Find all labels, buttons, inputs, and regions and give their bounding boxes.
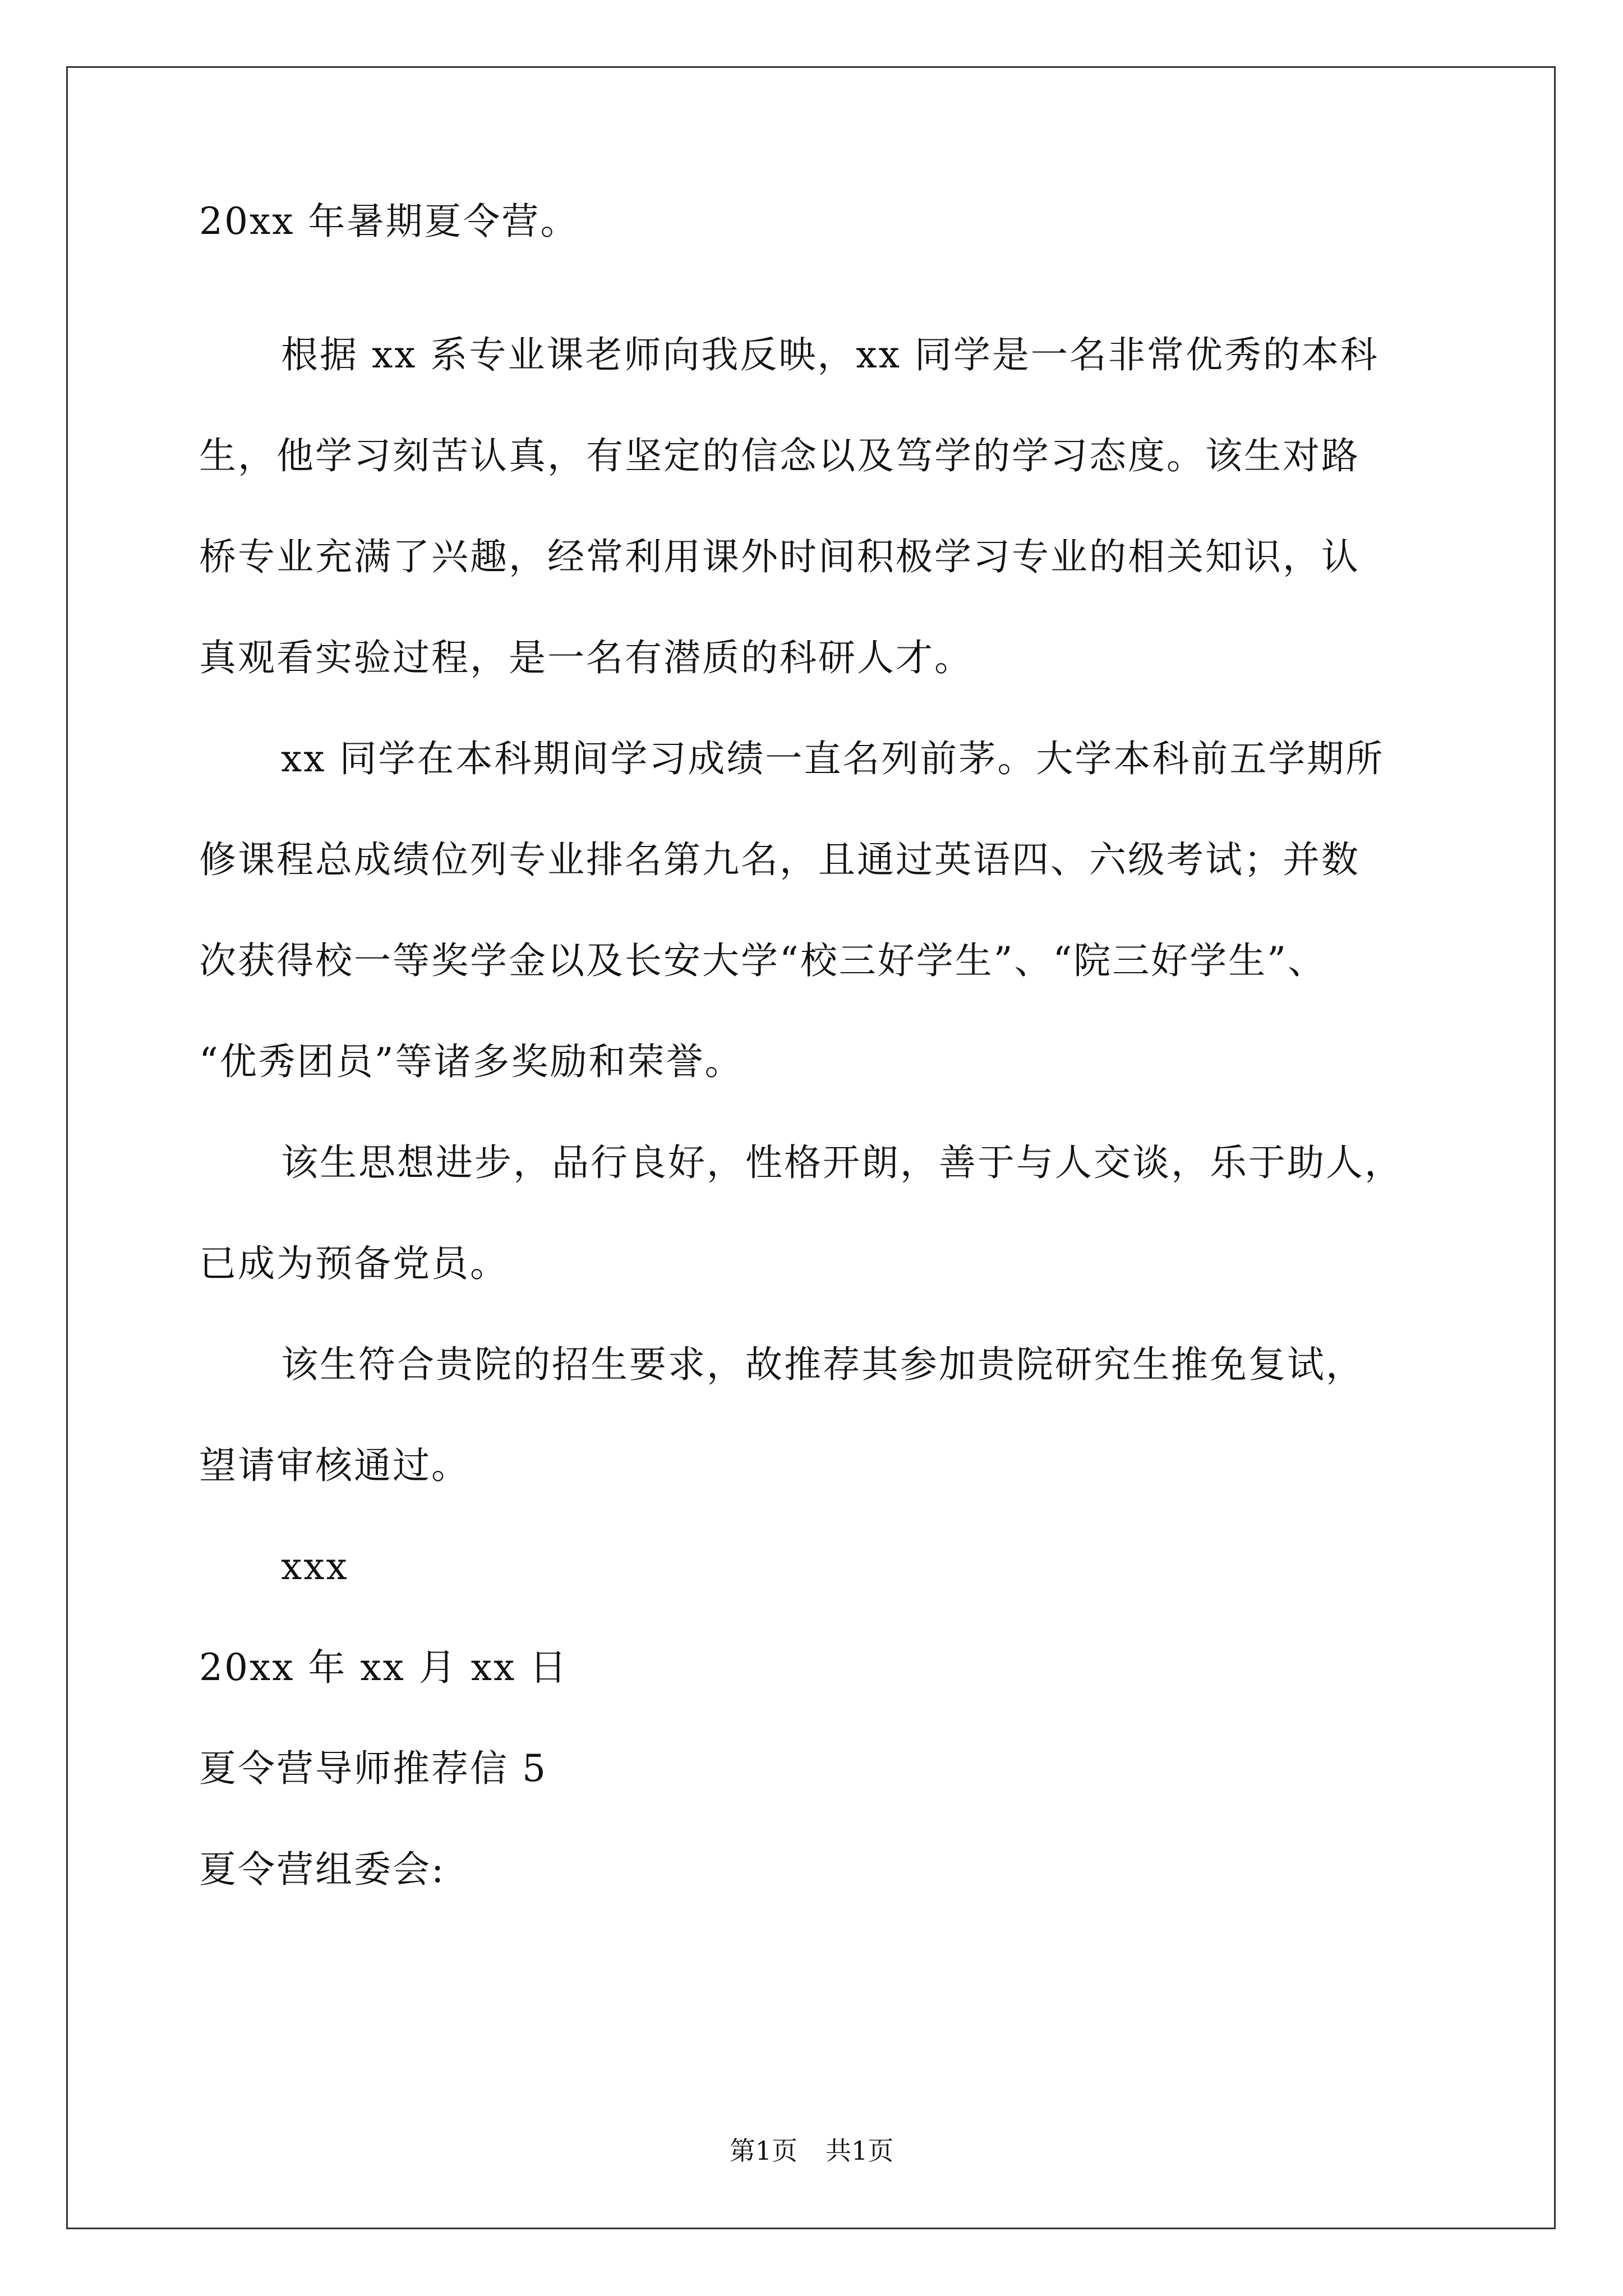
text-line: 该生思想进步，品行良好，性格开朗，善于与人交谈，乐于助人， — [281, 1141, 1403, 1184]
page-number: 第1页 — [729, 2136, 797, 2166]
text-line: “优秀团员”等诸多奖励和荣誉。 — [199, 1040, 744, 1083]
text-line: 该生符合贵院的招生要求，故推荐其参加贵院研究生推免复试， — [281, 1343, 1364, 1386]
text-line: 20xx 年暑期夏令营。 — [199, 200, 579, 243]
section-heading: 夏令营导师推荐信 5 — [199, 1747, 547, 1790]
text-line: 望请审核通过。 — [199, 1444, 470, 1487]
page-footer — [0, 2135, 1623, 2166]
text-line: 真观看实验过程，是一名有潜质的科研人才。 — [199, 636, 973, 679]
salutation: 夏令营组委会: — [199, 1848, 446, 1891]
date-line: 20xx 年 xx 月 xx 日 — [199, 1646, 569, 1689]
page-total: 共1页 — [826, 2136, 894, 2166]
signature-name: xxx — [281, 1545, 349, 1588]
text-line: 根据 xx 系专业课老师向我反映，xx 同学是一名非常优秀的本科 — [281, 333, 1379, 376]
text-line: 桥专业充满了兴趣，经常利用课外时间积极学习专业的相关知识，认 — [199, 535, 1360, 578]
text-line: xx 同学在本科期间学习成绩一直名列前茅。大学本科前五学期所 — [281, 737, 1385, 780]
text-line: 修课程总成绩位列专业排名第九名，且通过英语四、六级考试；并数 — [199, 838, 1360, 881]
text-line: 已成为预备党员。 — [199, 1242, 509, 1285]
text-line: 生，他学习刻苦认真，有坚定的信念以及笃学的学习态度。该生对路 — [199, 434, 1360, 477]
text-line: 次获得校一等奖学金以及长安大学“校三好学生”、“院三好学生”、 — [199, 939, 1326, 982]
